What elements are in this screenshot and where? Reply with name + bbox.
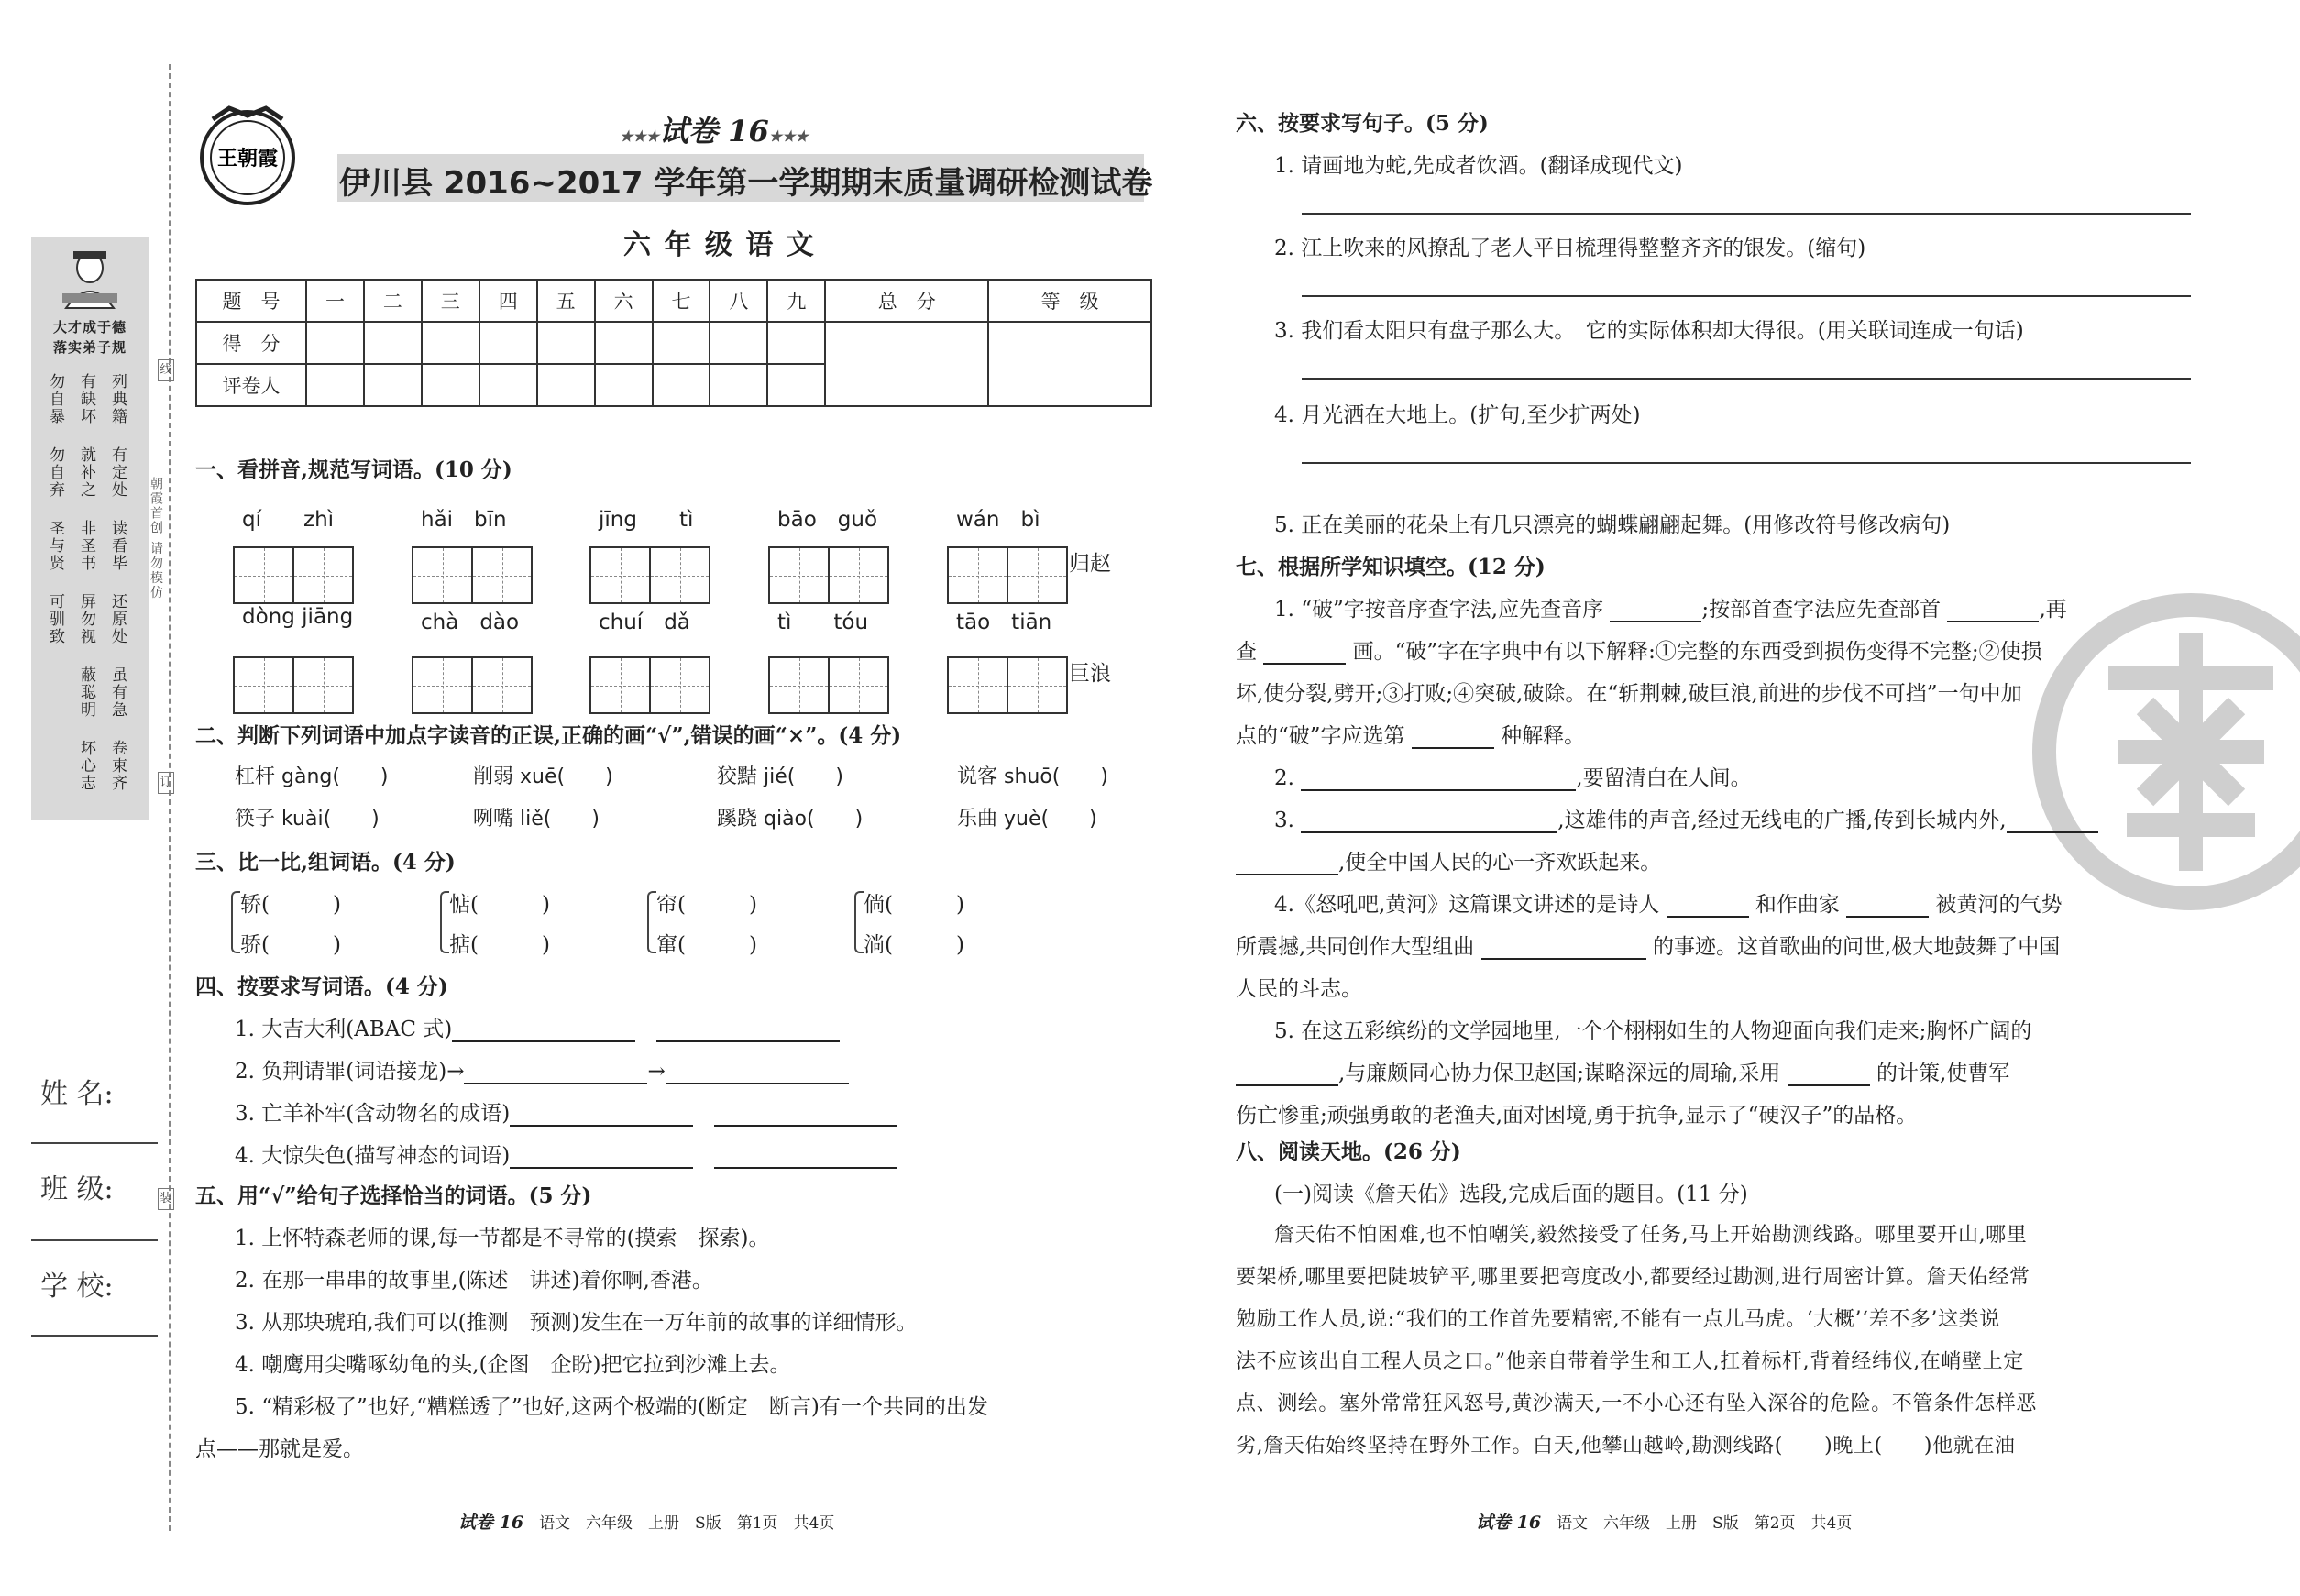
character-writing-grid[interactable] xyxy=(768,656,889,714)
section-2-title: 二、判断下列词语中加点字读音的正误,正确的画“√”,错误的画“×”。(4 分) xyxy=(195,723,902,748)
pinyin-suffix-2: 巨浪 xyxy=(1069,662,1111,686)
motto-phrase: 屏勿视 xyxy=(81,593,96,646)
grader-row-label: 评卷人 xyxy=(196,364,306,406)
pinyin-label: dòng jiāng xyxy=(242,605,354,629)
passage-line: 劣,詹天佑始终坚持在野外工作。白天,他攀山越岭,勘测线路( )晚上( )他就在油 xyxy=(1236,1435,2016,1458)
exam-title: 伊川县 2016~2017 学年第一学期期末质量调研检测试卷 xyxy=(339,165,1153,202)
school-field[interactable] xyxy=(31,1335,158,1337)
section-7-title: 七、根据所学知识填空。(12 分) xyxy=(1236,555,1546,579)
character-writing-grid[interactable] xyxy=(947,546,1068,604)
compare-word-item[interactable]: 轿( ) xyxy=(240,893,341,917)
pinyin-label: chuí dǎ xyxy=(599,611,690,634)
character-writing-grid[interactable] xyxy=(768,546,889,604)
motto-phrase: 圣与贤 xyxy=(50,520,65,573)
score-header-cell: 五 xyxy=(537,280,595,322)
pinyin-label: tāo tiān xyxy=(956,611,1052,634)
s6-answer-line-4[interactable] xyxy=(1302,462,2191,464)
s4-item-4: 4. 大惊失色(描写神态的词语) xyxy=(235,1139,897,1169)
score-header-cell: 等 级 xyxy=(988,280,1151,322)
section-5-title: 五、用“√”给句子选择恰当的词语。(5 分) xyxy=(195,1183,592,1208)
score-table xyxy=(195,279,1152,407)
s7-line-13: 伤亡惨重;顽强勇敢的老渔夫,面对困境,勇于抗争,显示了“硬汉子”的品格。 xyxy=(1236,1104,1918,1128)
compare-word-item[interactable]: 骄( ) xyxy=(240,933,341,957)
s6-item-1: 1. 请画地为蛇,先成者饮酒。(翻译成现代文) xyxy=(1274,154,1683,178)
motto-phrase: 还原处 xyxy=(112,593,127,646)
s6-answer-line-3[interactable] xyxy=(1302,378,2191,380)
subject-title: 六 年 级 语 文 xyxy=(623,229,816,261)
character-writing-grid[interactable] xyxy=(947,656,1068,714)
s6-item-3: 3. 我们看太阳只有盘子那么大。 它的实际体积却大得很。(用关联词连成一句话) xyxy=(1274,319,2024,343)
reading-judge-item[interactable]: 蹊跷 qiào( ) xyxy=(717,808,864,831)
scholar-figure-icon xyxy=(53,248,127,312)
score-header-cell: 题 号 xyxy=(196,280,306,322)
pinyin-label: jīng tì xyxy=(599,508,694,532)
s6-item-2: 2. 江上吹来的风撩乱了老人平日梳理得整整齐齐的银发。(缩句) xyxy=(1274,237,1866,260)
character-writing-grid[interactable] xyxy=(589,656,710,714)
section-8-title: 八、阅读天地。(26 分) xyxy=(1236,1139,1461,1164)
compare-word-item[interactable]: 窜( ) xyxy=(656,933,757,957)
s6-answer-line-1[interactable] xyxy=(1302,213,2191,215)
character-writing-grid[interactable] xyxy=(412,656,533,714)
s7-line-7: ,使全中国人民的心一齐欢跃起来。 xyxy=(1236,845,1661,875)
seal-char-3: 装 xyxy=(158,1188,174,1210)
binding-dashed-line xyxy=(169,64,171,1531)
pinyin-label: qí zhì xyxy=(242,508,335,532)
score-header-cell: 七 xyxy=(653,280,710,322)
compare-word-item[interactable]: 掂( ) xyxy=(449,933,550,957)
score-header-cell: 一 xyxy=(306,280,364,322)
motto-phrase: 有缺坏 xyxy=(81,373,96,426)
name-field[interactable] xyxy=(31,1142,158,1144)
s5-item-2: 2. 在那一串串的故事里,(陈述 讲述)着你啊,香港。 xyxy=(235,1269,713,1293)
score-header-cell: 四 xyxy=(479,280,537,322)
passage-line: 点、测绘。塞外常常狂风怒号,黄沙满天,一不小心还有坠入深谷的危险。不管条件怎样恶 xyxy=(1236,1392,2037,1415)
s4-item-2: 2. 负荆请罪(词语接龙)→ → xyxy=(235,1054,849,1084)
motto-title-1: 大才成于德 xyxy=(52,319,127,336)
section-4-title: 四、按要求写词语。(4 分) xyxy=(195,974,448,999)
s6-item-4: 4. 月光洒在大地上。(扩句,至少扩两处) xyxy=(1274,403,1641,427)
s8-subtitle: (一)阅读《詹天佑》选段,完成后面的题目。(11 分) xyxy=(1274,1183,1748,1206)
pinyin-label: hǎi bīn xyxy=(421,508,507,532)
motto-phrase: 蔽聪明 xyxy=(81,666,96,720)
s7-line-8: 4.《怒吼吧,黄河》这篇课文讲述的是诗人 和作曲家 被黄河的气势 xyxy=(1274,893,2063,917)
s7-line-4: 点的“破”字应选第 种解释。 xyxy=(1236,724,1586,748)
compare-bracket xyxy=(854,891,864,953)
s5-item-3: 3. 从那块琥珀,我们可以(推测 预测)发生在一万年前的故事的详细情形。 xyxy=(235,1311,918,1335)
compare-word-item[interactable]: 惦( ) xyxy=(449,893,550,917)
motto-phrase: 虽有急 xyxy=(112,666,127,720)
score-header-cell: 三 xyxy=(422,280,479,322)
section-3-title: 三、比一比,组词语。(4 分) xyxy=(195,850,456,875)
class-label: 班 级: xyxy=(40,1173,114,1205)
score-header-cell: 八 xyxy=(710,280,767,322)
character-writing-grid[interactable] xyxy=(233,656,354,714)
s5-item-5: 5. “精彩极了”也好,“糟糕透了”也好,这两个极端的(断定 断言)有一个共同的出发 xyxy=(235,1395,988,1419)
total-score-cell[interactable] xyxy=(825,322,988,406)
s7-line-2: 查 画。“破”字在字典中有以下解释:①完整的东西受到损伤变得不完整;②使损 xyxy=(1236,640,2042,664)
motto-panel xyxy=(31,237,149,820)
pinyin-suffix-1: 归赵 xyxy=(1069,552,1111,576)
reading-judge-item[interactable]: 筷子 kuài( ) xyxy=(235,808,380,831)
reading-judge-item[interactable]: 咧嘴 liě( ) xyxy=(473,808,600,831)
pinyin-label: bāo guǒ xyxy=(777,508,878,532)
motto-phrase: 可驯致 xyxy=(50,593,65,646)
character-writing-grid[interactable] xyxy=(233,546,354,604)
s5-item-4: 4. 嘲鹰用尖嘴啄幼龟的头,(企图 企盼)把它拉到沙滩上去。 xyxy=(235,1353,791,1377)
motto-phrase: 勿自暴 xyxy=(50,373,65,426)
reading-judge-item[interactable]: 说客 shuō( ) xyxy=(957,765,1108,788)
score-row-label: 得 分 xyxy=(196,322,306,364)
s7-line-12: ,与廉颇同心协力保卫赵国;谋略深远的周瑜,采用 的计策,使曹军 xyxy=(1236,1056,2009,1086)
compare-word-item[interactable]: 帘( ) xyxy=(656,893,757,917)
motto-phrase: 有定处 xyxy=(112,446,127,500)
score-header-cell: 九 xyxy=(767,280,825,322)
passage-line: 要架桥,哪里要把陡坡铲平,哪里要把弯度改小,都要经过勘测,进行周密计算。詹天佑经常 xyxy=(1236,1266,2030,1289)
score-header-cell: 总 分 xyxy=(825,280,988,322)
s5-item-5-cont: 点——那就是爱。 xyxy=(195,1437,364,1461)
reading-judge-item[interactable]: 狡黠 jié( ) xyxy=(717,765,843,788)
s5-item-1: 1. 上怀特森老师的课,每一节都是不寻常的(摸索 探索)。 xyxy=(235,1227,770,1250)
name-label: 姓 名: xyxy=(40,1078,114,1110)
character-writing-grid[interactable] xyxy=(589,546,710,604)
school-label: 学 校: xyxy=(40,1271,114,1303)
svg-text:王朝霞: 王朝霞 xyxy=(216,147,279,171)
s7-line-1: 1. “破”字按音序查字法,应先查音序 ;按部首查字法应先查部首 ,再 xyxy=(1274,598,2067,622)
character-writing-grid[interactable] xyxy=(412,546,533,604)
reading-judge-item[interactable]: 乐曲 yuè( ) xyxy=(957,808,1097,831)
compare-bracket xyxy=(647,891,656,953)
paper-number: ★★★试卷 16★★★ xyxy=(620,114,809,149)
motto-phrase: 卷束齐 xyxy=(112,740,127,793)
s7-line-6: 3. ,这雄伟的声音,经过无线电的广播,传到长城内外, xyxy=(1274,803,2098,833)
score-header-cell: 六 xyxy=(595,280,653,322)
pinyin-label: chà dào xyxy=(421,611,520,634)
compare-bracket xyxy=(440,891,449,953)
pinyin-label: wán bì xyxy=(956,508,1040,532)
s7-line-10: 人民的斗志。 xyxy=(1236,977,1362,1001)
section-1-title: 一、看拼音,规范写词语。(10 分) xyxy=(195,457,512,482)
reading-judge-item[interactable]: 削弱 xuē( ) xyxy=(473,765,613,788)
compare-word-item[interactable]: 倘( ) xyxy=(864,893,964,917)
motto-phrase: 就补之 xyxy=(81,446,96,500)
compare-word-item[interactable]: 淌( ) xyxy=(864,933,964,957)
pinyin-label: tì tóu xyxy=(777,611,869,634)
s7-line-9: 所震撼,共同创作大型组曲 的事迹。这首歌曲的问世,极大地鼓舞了中国 xyxy=(1236,935,2061,959)
footer-right: 试卷 16 语文 六年级 上册 S版 第2页 共4页 xyxy=(1476,1513,1853,1533)
seal-char-2: 订 xyxy=(158,772,174,794)
motto-phrase: 非圣书 xyxy=(81,520,96,573)
s6-item-5: 5. 正在美丽的花朵上有几只漂亮的蝴蝶翩翩起舞。(用修改符号修改病句) xyxy=(1274,513,1951,537)
s4-item-3: 3. 亡羊补牢(含动物名的成语) xyxy=(235,1096,897,1127)
motto-phrase: 勿自弃 xyxy=(50,446,65,500)
publisher-logo xyxy=(193,101,303,211)
s7-line-5: 2. ,要留清白在人间。 xyxy=(1274,766,1752,790)
passage-line: 詹天佑不怕困难,也不怕嘲笑,毅然接受了任务,马上开始勘测线路。哪里要开山,哪里 xyxy=(1274,1224,2028,1247)
s6-answer-line-2[interactable] xyxy=(1302,295,2191,297)
motto-phrase: 坏心志 xyxy=(81,740,96,793)
class-field[interactable] xyxy=(31,1239,158,1241)
passage-line: 勉励工作人员,说:“我们的工作首先要精密,不能有一点儿马虎。‘大概’‘差不多’这类说 xyxy=(1236,1308,2000,1331)
motto-phrase: 列典籍 xyxy=(112,373,127,426)
watermark-seal-icon xyxy=(2017,568,2300,935)
footer-left: 试卷 16 语文 六年级 上册 S版 第1页 共4页 xyxy=(458,1513,835,1533)
motto-phrase: 读看毕 xyxy=(112,520,127,573)
s7-line-11: 5. 在这五彩缤纷的文学园地里,一个个栩栩如生的人物迎面向我们走来;胸怀广阔的 xyxy=(1274,1019,2032,1043)
seal-char-1: 线 xyxy=(158,359,174,381)
score-header-cell: 二 xyxy=(364,280,422,322)
section-6-title: 六、按要求写句子。(5 分) xyxy=(1236,111,1489,136)
s4-item-1: 1. 大吉大利(ABAC 式) xyxy=(235,1012,840,1042)
compare-bracket xyxy=(231,891,240,953)
reading-judge-item[interactable]: 杠杆 gàng( ) xyxy=(235,765,389,788)
grade-cell[interactable] xyxy=(988,322,1151,406)
passage-line: 法不应该出自工程人员之口。”他亲自带着学生和工人,扛着标杆,背着经纬仪,在峭壁上定 xyxy=(1236,1350,2024,1373)
s7-line-3: 坏,使分裂,劈开;③打败;④突破,破除。在“斩荆棘,破巨浪,前进的步伐不可挡”一句中加 xyxy=(1236,682,2022,706)
motto-title-2: 落实弟子规 xyxy=(52,339,127,356)
binding-note: 朝霞首创 请勿模仿 xyxy=(149,477,163,600)
